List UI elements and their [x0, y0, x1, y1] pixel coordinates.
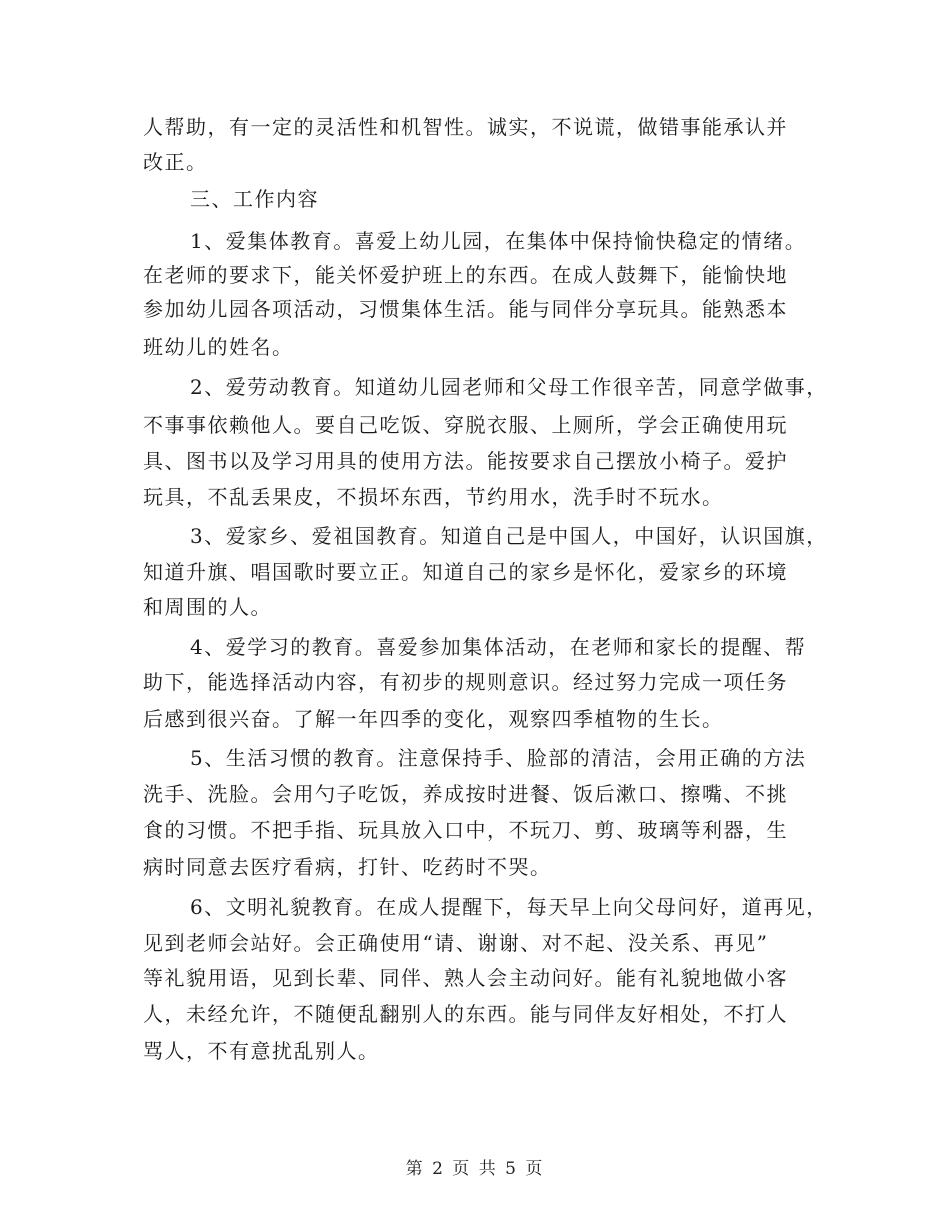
section-heading: 三、工作内容	[190, 187, 319, 211]
text-line: 人，未经允许，不随便乱翻别人的东西。能与同伴友好相处，不打人	[143, 1002, 788, 1026]
text-line: 3、爱家乡、爱祖国教育。知道自己是中国人，中国好，认识国旗，	[190, 524, 828, 548]
text-line: 4、爱学习的教育。喜爱参加集体活动，在老师和家长的提醒、帮	[190, 635, 807, 659]
text-line: 后感到很兴奋。了解一年四季的变化，观察四季植物的生长。	[143, 707, 724, 731]
text-line: 玩具，不乱丢果皮，不损坏东西，节约用水，洗手时不玩水。	[143, 485, 724, 509]
text-line: 班幼儿的姓名。	[143, 335, 294, 359]
text-line: 参加幼儿园各项活动，习惯集体生活。能与同伴分享玩具。能熟悉本	[143, 297, 788, 321]
page-number-footer: 第 2 页 共 5 页	[405, 1159, 545, 1179]
text-line: 洗手、洗脸。会用勺子吃饭，养成按时进餐、饭后漱口、擦嘴、不挑	[143, 782, 788, 806]
text-line: 骂人，不有意扰乱别人。	[143, 1039, 380, 1063]
text-line: 2、爱劳动教育。知道幼儿园老师和父母工作很辛苦，同意学做事，	[190, 375, 828, 399]
text-line: 等礼貌用语，见到长辈、同伴、熟人会主动问好。能有礼貌地做小客	[143, 966, 788, 990]
text-line: 和周围的人。	[143, 595, 272, 619]
text-line: 不事事依赖他人。要自己吃饭、穿脱衣服、上厕所，学会正确使用玩	[143, 413, 788, 437]
text-line: 知道升旗、唱国歌时要立正。知道自己的家乡是怀化，爱家乡的环境	[143, 560, 788, 584]
text-line: 人帮助，有一定的灵活性和机智性。诚实，不说谎，做错事能承认并	[143, 115, 788, 139]
text-line: 具、图书以及学习用具的使用方法。能按要求自己摆放小椅子。爱护	[143, 449, 788, 473]
text-line: 食的习惯。不把手指、玩具放入口中，不玩刀、剪、玻璃等利器，生	[143, 818, 788, 842]
text-line: 5、生活习惯的教育。注意保持手、脸部的清洁，会用正确的方法	[190, 746, 807, 770]
text-line: 改正。	[143, 150, 208, 174]
text-line: 1、爱集体教育。喜爱上幼儿园，在集体中保持愉快稳定的情绪。	[190, 229, 807, 253]
text-line: 助下，能选择活动内容，有初步的规则意识。经过努力完成一项任务	[143, 670, 788, 694]
text-line: 在老师的要求下，能关怀爱护班上的东西。在成人鼓舞下，能愉快地	[143, 263, 788, 287]
text-line: 6、文明礼貌教育。在成人提醒下，每天早上向父母问好，道再见，	[190, 895, 828, 919]
text-line: 见到老师会站好。会正确使用“请、谢谢、对不起、没关系、再见”	[143, 931, 769, 955]
text-line: 病时同意去医疗看病，打针、吃药时不哭。	[143, 855, 552, 879]
